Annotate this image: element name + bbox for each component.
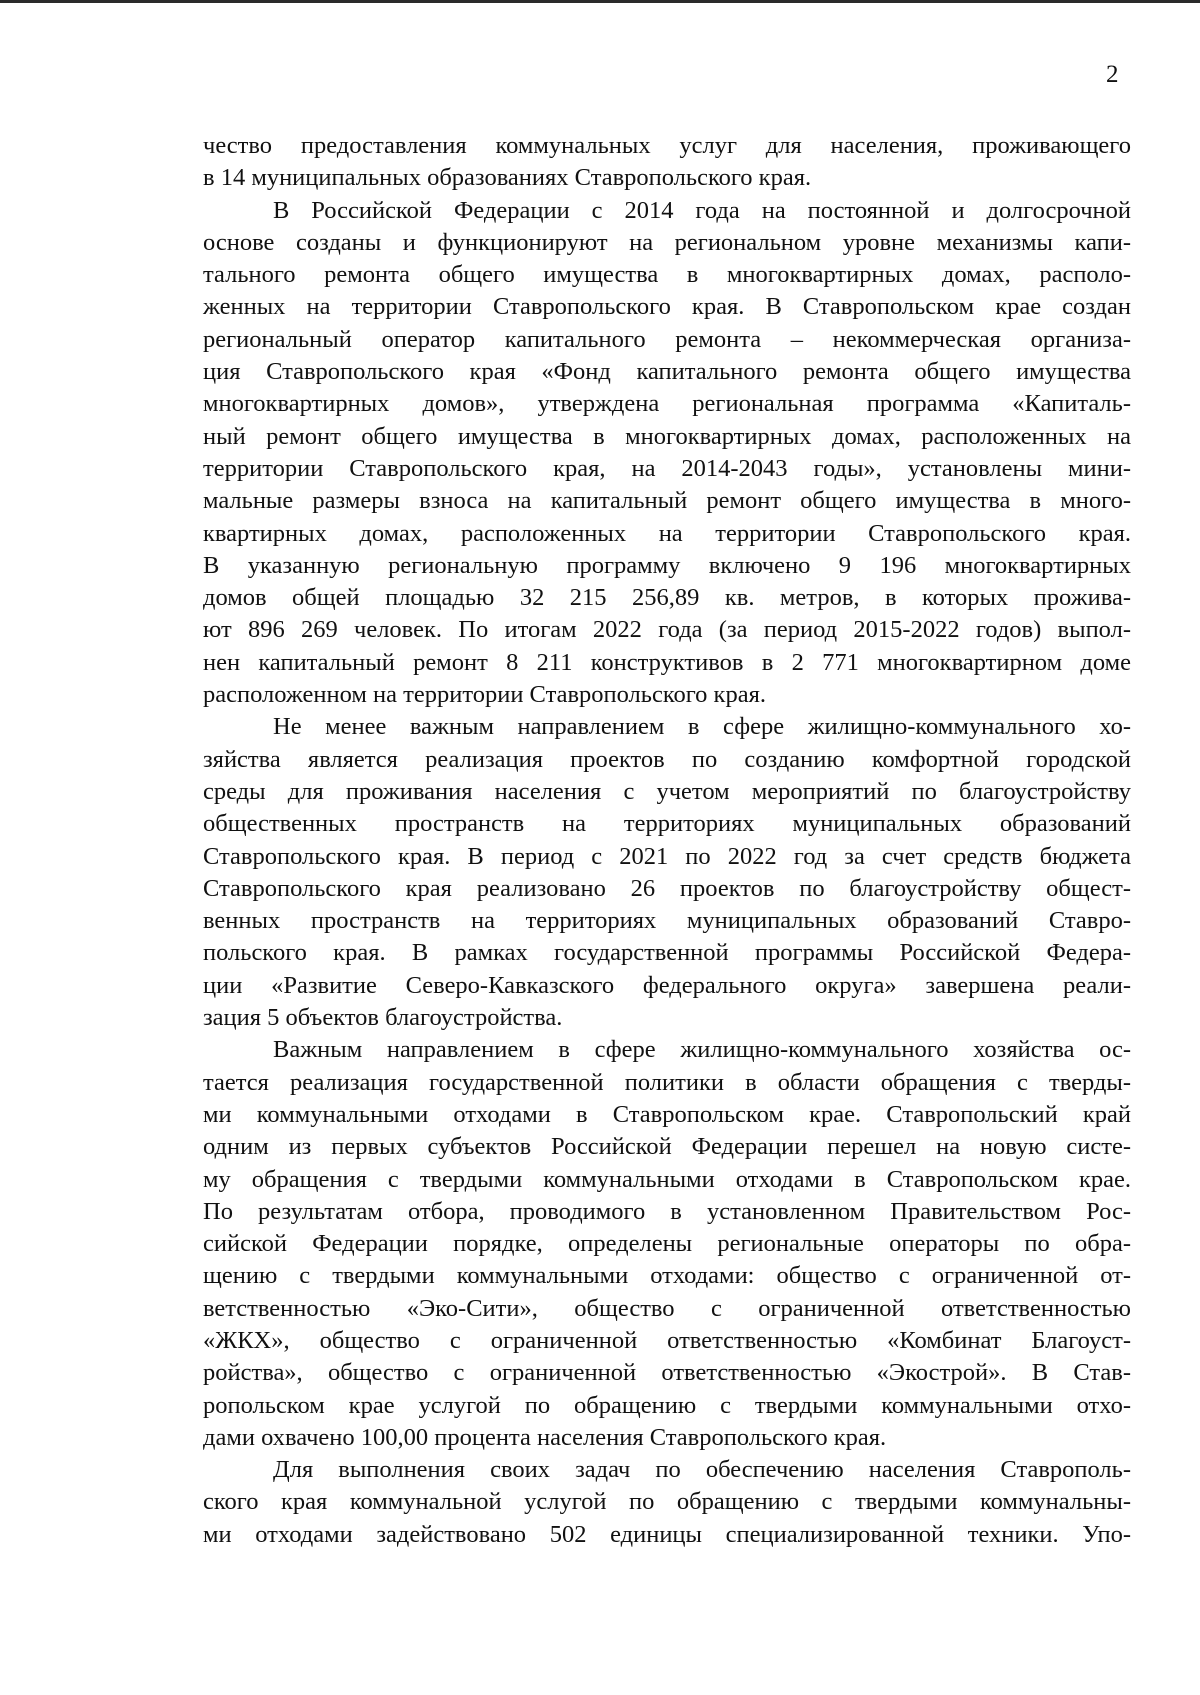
document-body xyxy=(203,130,1131,1551)
text-line: основе созданы и функционируют на региональном уровне механизмы капи- xyxy=(203,228,1131,256)
text-line: «ЖКХ», общество с ограниченной ответственностью «Комбинат Благоуст- xyxy=(203,1326,1131,1354)
text-line: Для выполнения своих задач по обеспечению населения Ставрополь- xyxy=(273,1456,1131,1484)
text-line: региональный оператор капитального ремонта – некоммерческая организа- xyxy=(203,325,1131,353)
text-line: территории Ставропольского края, на 2014-2043 годы», установлены мини- xyxy=(203,454,1131,482)
text-line: ции «Развитие Северо-Кавказского федерального округа» завершена реали- xyxy=(203,971,1131,999)
paragraph xyxy=(203,711,1131,1034)
paragraph xyxy=(203,130,1131,195)
text-line: ют 896 269 человек. По итогам 2022 года (за период 2015-2022 годов) выпол- xyxy=(203,616,1131,644)
text-line: чество предоставления коммунальных услуг для населения, проживающего xyxy=(203,132,1131,159)
text-line: венных пространств на территориях муниципальных образований Ставро- xyxy=(203,907,1131,935)
text-line: ропольском крае услугой по обращению с твердыми коммунальными отхо- xyxy=(203,1391,1131,1419)
text-line: ный ремонт общего имущества в многоквартирных домах, расположенных на xyxy=(203,422,1131,450)
page-number: 2 xyxy=(1106,61,1119,88)
text-line: нен капитальный ремонт 8 211 конструктивов в 2 771 многоквартирном доме xyxy=(203,648,1131,676)
text-line: расположенном на территории Ставропольского края. xyxy=(203,681,766,709)
text-line: ми отходами задействовано 502 единицы специализированной техники. Упо- xyxy=(203,1520,1131,1548)
text-line: тального ремонта общего имущества в многоквартирных домах, располо- xyxy=(203,261,1131,289)
paragraph xyxy=(203,1454,1131,1551)
text-line: сийской Федерации порядке, определены региональные операторы по обра- xyxy=(203,1230,1131,1258)
text-line: тается реализация государственной политики в области обращения с тверды- xyxy=(203,1068,1131,1096)
top-scan-border xyxy=(0,0,1200,3)
text-line: Ставропольского края реализовано 26 проектов по благоустройству общест- xyxy=(203,874,1131,902)
text-line: одним из первых субъектов Российской Федерации перешел на новую систе- xyxy=(203,1133,1131,1161)
text-line: Ставропольского края. В период с 2021 по 2022 год за счет средств бюджета xyxy=(203,842,1131,870)
text-line: По результатам отбора, проводимого в установленном Правительством Рос- xyxy=(203,1197,1131,1225)
paragraph xyxy=(203,1034,1131,1454)
text-line: ветственностью «Эко-Сити», общество с ограниченной ответственностью xyxy=(203,1294,1131,1322)
text-line: общественных пространств на территориях муниципальных образований xyxy=(203,810,1131,838)
text-line: В указанную региональную программу включено 9 196 многоквартирных xyxy=(203,551,1131,579)
text-line: среды для проживания населения с учетом мероприятий по благоустройству xyxy=(203,777,1131,805)
paragraph xyxy=(203,195,1131,712)
text-line: му обращения с твердыми коммунальными отходами в Ставропольском крае. xyxy=(203,1165,1131,1193)
text-line: дами охвачено 100,00 процента населения Ставропольского края. xyxy=(203,1423,887,1451)
text-line: Важным направлением в сфере жилищно-коммунального хозяйства ос- xyxy=(273,1036,1131,1064)
text-line: ройства», общество с ограниченной ответственностью «Экострой». В Став- xyxy=(203,1359,1131,1387)
text-line: щению с твердыми коммунальными отходами: общество с ограниченной от- xyxy=(203,1262,1131,1290)
text-line: Не менее важным направлением в сфере жилищно-коммунального хо- xyxy=(273,713,1131,741)
text-line: многоквартирных домов», утверждена региональная программа «Капиталь- xyxy=(203,390,1131,418)
text-line: ми коммунальными отходами в Ставропольском крае. Ставропольский край xyxy=(203,1100,1131,1128)
text-line: женных на территории Ставропольского края. В Ставропольском крае создан xyxy=(203,293,1131,321)
text-line: ция Ставропольского края «Фонд капитального ремонта общего имущества xyxy=(203,358,1131,386)
text-line: В Российской Федерации с 2014 года на постоянной и долгосрочной xyxy=(273,196,1131,224)
text-line: домов общей площадью 32 215 256,89 кв. метров, в которых прожива- xyxy=(203,584,1131,612)
text-line: в 14 муниципальных образованиях Ставропольского края. xyxy=(203,164,812,192)
text-line: мальные размеры взноса на капитальный ремонт общего имущества в много- xyxy=(203,487,1131,515)
text-line: зяйства является реализация проектов по созданию комфортной городской xyxy=(203,745,1131,773)
text-line: польского края. В рамках государственной программы Российской Федера- xyxy=(203,939,1131,967)
text-line: квартирных домах, расположенных на территории Ставропольского края. xyxy=(203,519,1131,547)
text-line: зация 5 объектов благоустройства. xyxy=(203,1004,563,1032)
text-line: ского края коммунальной услугой по обращению с твердыми коммунальны- xyxy=(203,1488,1131,1516)
